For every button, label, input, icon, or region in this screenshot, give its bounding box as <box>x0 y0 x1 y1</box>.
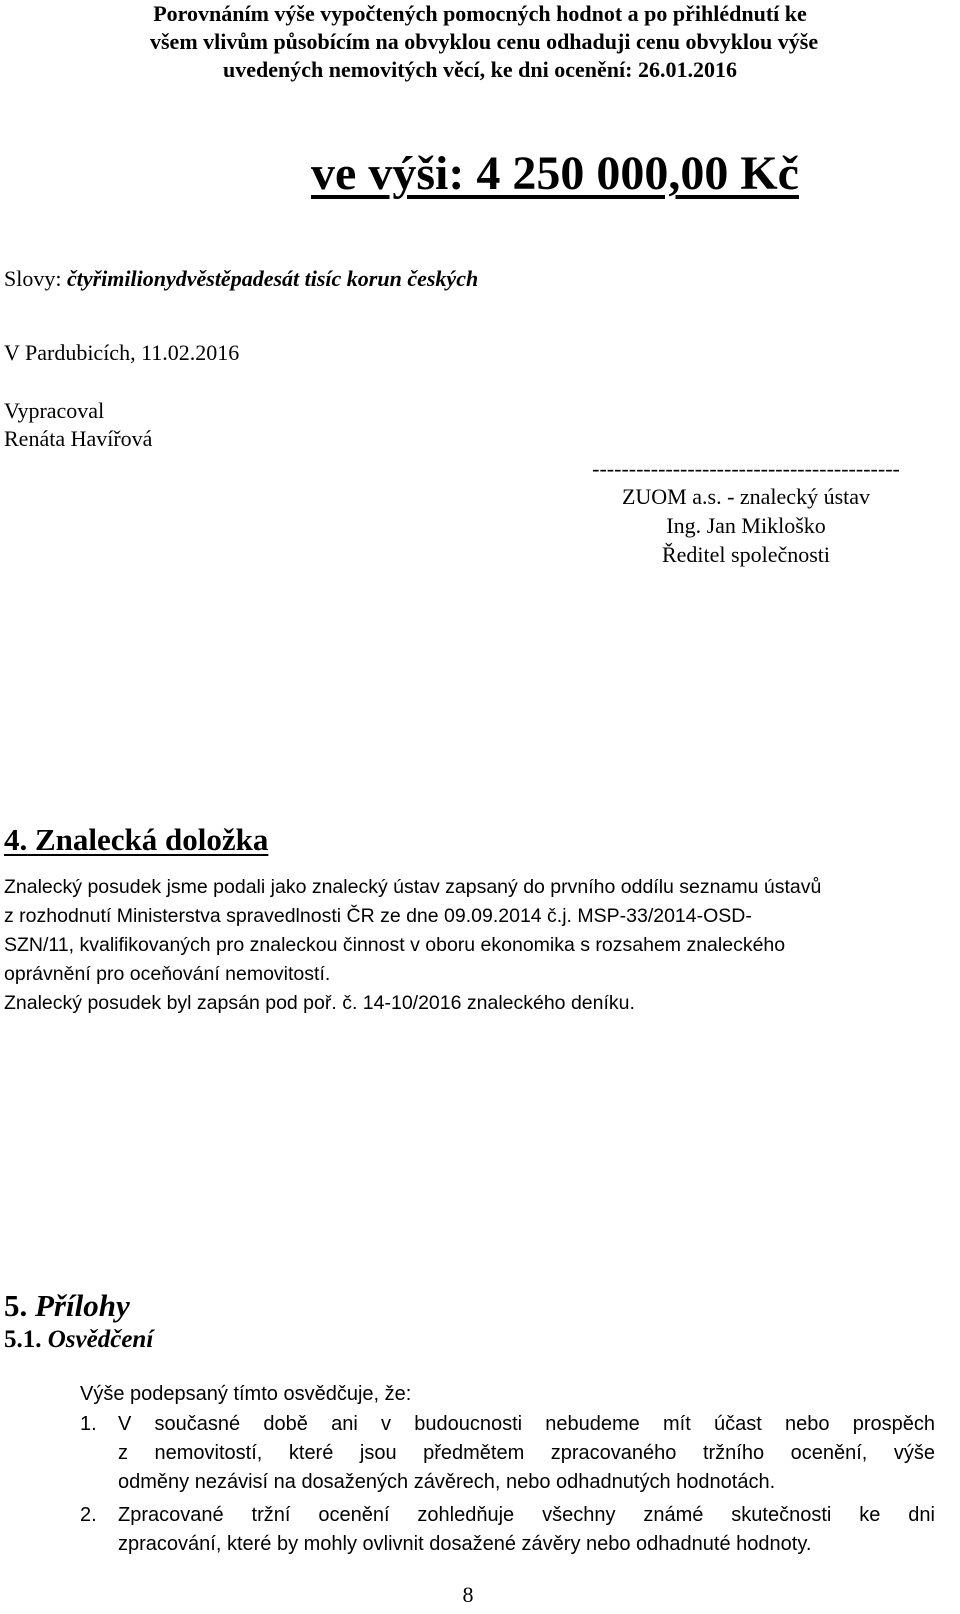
subsection-number: 5.1. <box>4 1326 42 1353</box>
list-item-number: 1. <box>80 1413 97 1435</box>
list-item-line: Zpracované tržní ocenění zohledňuje všechny známé skutečnosti ke dni <box>118 1504 935 1526</box>
paragraph-line: Znalecký posudek byl zapsán pod poř. č. 14-10/2016 znaleckého deníku. <box>4 992 635 1014</box>
declaration-intro: Výše podepsaný tímto osvědčuje, že: <box>80 1383 412 1405</box>
signature-org: ZUOM a.s. - znalecký ústav <box>621 484 871 509</box>
section-title: Přílohy <box>35 1288 130 1323</box>
section-heading-expert-clause <box>4 822 268 858</box>
list-item <box>80 1501 935 1559</box>
place-date: V Pardubicích, 11.02.2016 <box>4 340 240 365</box>
list-item-line: odměny nezávisí na dosažených závěrech, nebo odhadnutých hodnotách. <box>118 1471 776 1493</box>
signature-line: ------------------------------------------ <box>592 456 900 481</box>
amount-in-words-text: čtyřimilionydvěstěpadesát tisíc korun českých <box>66 266 479 291</box>
amount-in-words-label: Slovy: <box>4 266 62 291</box>
paragraph-line: Znalecký posudek jsme podali jako znalecký ústav zapsaný do prvního oddílu seznamu ústavů <box>4 876 822 898</box>
section-number: 4. <box>4 822 28 857</box>
page-number: 8 <box>462 1582 474 1607</box>
intro-line: Porovnáním výše vypočtených pomocných hodnot a po přihlédnutí ke <box>153 1 807 26</box>
list-item-number: 2. <box>80 1504 97 1526</box>
list-item-line: z nemovitostí, které jsou předmětem zpracovaného tržního ocenění, výše <box>118 1442 935 1464</box>
paragraph-line: SZN/11, kvalifikovaných pro znaleckou činnost v oboru ekonomika s rozsahem znaleckého <box>4 934 786 956</box>
intro-line: všem vlivům působícím na obvyklou cenu odhaduji cenu obvyklou výše <box>150 29 819 54</box>
prepared-name: Renáta Havířová <box>4 426 153 451</box>
valuation-amount: ve výši: 4 250 000,00 Kč <box>311 147 799 200</box>
intro-line: uvedených nemovitých věcí, ke dni ocenění: 26.01.2016 <box>223 57 737 82</box>
amount-in-words <box>4 266 478 292</box>
paragraph-line: z rozhodnutí Ministerstva spravedlnosti ČR ze dne 09.09.2014 č.j. MSP-33/2014-OSD- <box>4 905 752 927</box>
section-number: 5. <box>4 1288 28 1323</box>
signature-role: Ředitel společnosti <box>661 542 831 567</box>
list-item <box>80 1410 935 1497</box>
list-item-line: V současné době ani v budoucnosti nebudeme mít účast nebo prospěch <box>118 1413 935 1435</box>
valuation-intro <box>150 0 819 84</box>
subsection-title: Osvědčení <box>47 1326 154 1353</box>
section-heading-attachments <box>4 1288 130 1324</box>
declaration-list <box>80 1410 935 1563</box>
paragraph-line: oprávnění pro oceňování nemovitostí. <box>4 963 331 985</box>
list-item-line: zpracování, které by mohly ovlivnit dosažené závěry nebo odhadnuté hodnoty. <box>118 1533 812 1555</box>
subsection-heading-certificate <box>4 1326 153 1354</box>
prepared-label: Vypracoval <box>4 398 105 423</box>
expert-clause-text <box>4 873 934 1018</box>
section-title: Znalecká doložka <box>35 822 269 857</box>
signature-name: Ing. Jan Mikloško <box>666 513 826 538</box>
